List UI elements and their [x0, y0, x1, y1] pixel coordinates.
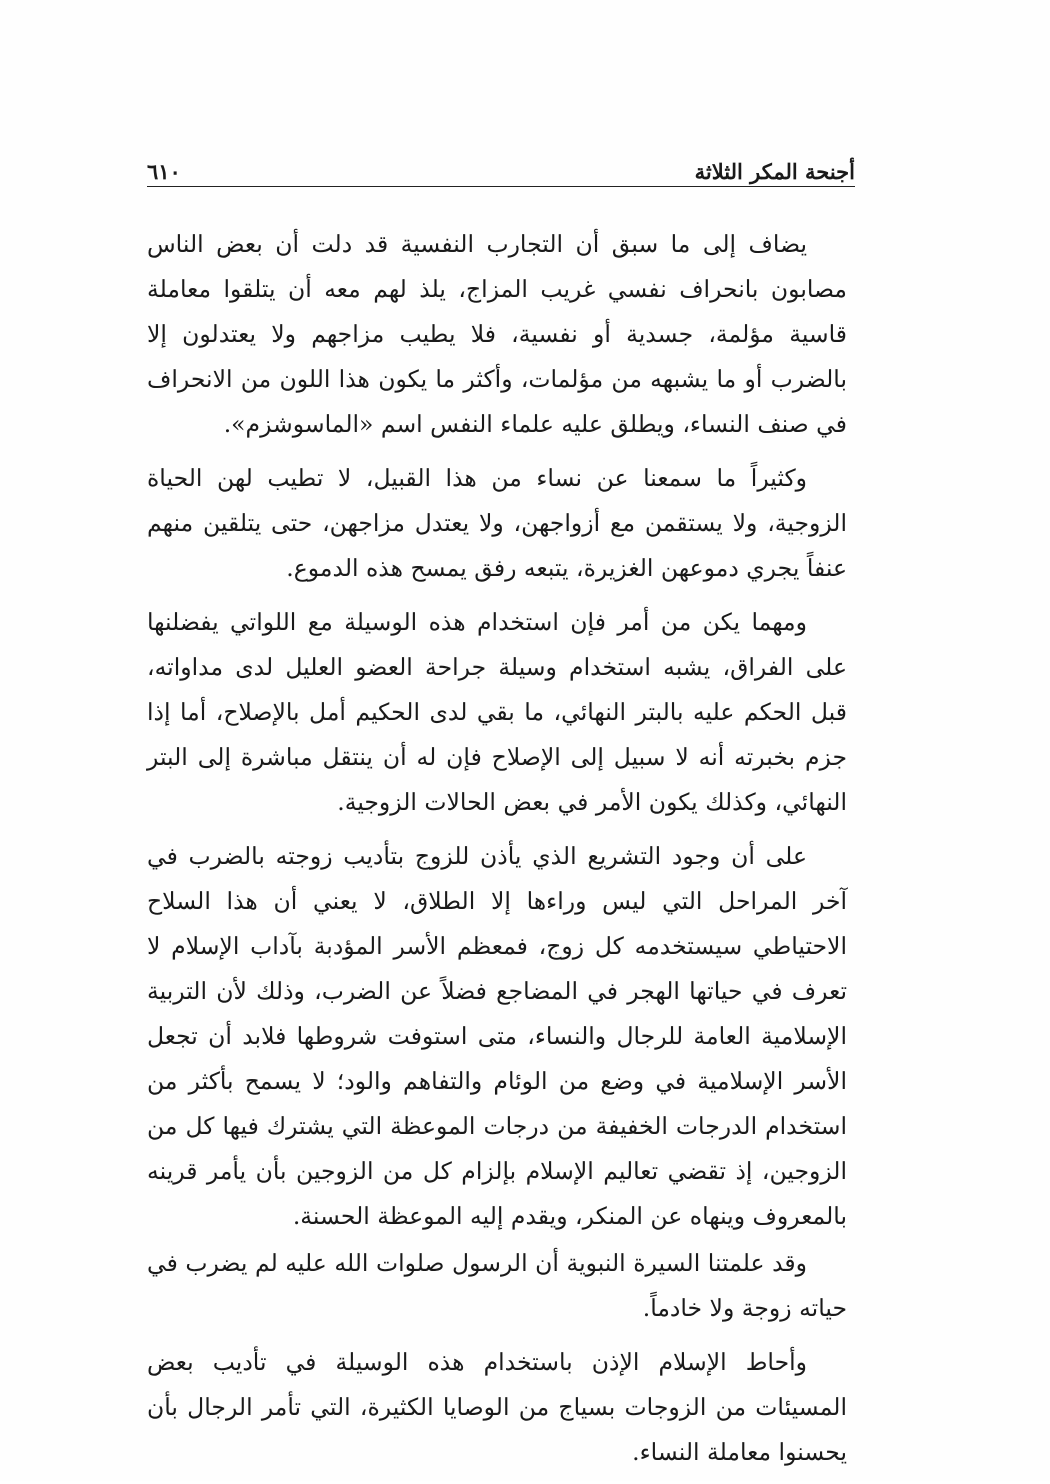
paragraph: يضاف إلى ما سبق أن التجارب النفسية قد دلت أن بعض الناس مصابون بانحراف نفسي غريب المزاج، يلذ لهم معه أن يتلقوا معاملة قاسية مؤلمة، جسدية أو نفسية، فلا يطيب مزاجهم ولا يعتدلون إلا بالضرب أو ما يشبهه من مؤلمات، وأكثر ما يكون هذا اللون من الانحراف في صنف النساء، ويطلق عليه علماء النفس اسم «الماسوشزم».: [147, 230, 847, 438]
paragraph: وكثيراً ما سمعنا عن نساء من هذا القبيل، لا تطيب لهن الحياة الزوجية، ولا يستقمن مع أزواجهن، ولا يعتدل مزاجهن، حتى يتلقين منهم عنفاً يجري دموعهن الغزيرة، يتبعه رفق يمسح هذه الدموع.: [147, 464, 847, 582]
page-number: ٦١٠: [147, 159, 181, 184]
body-text: [147, 222, 847, 1484]
running-header-title: أجنحة المكر الثلاثة: [694, 159, 855, 184]
running-header: [147, 150, 855, 182]
paragraph: وقد علمتنا السيرة النبوية أن الرسول صلوات الله عليه لم يضرب في حياته زوجة ولا خادماً.: [147, 1249, 847, 1322]
header-divider: [147, 186, 855, 187]
paragraph: على أن وجود التشريع الذي يأذن للزوج بتأديب زوجته بالضرب في آخر المراحل التي ليس وراءها إلا الطلاق، لا يعني أن هذا السلاح الاحتياطي سيستخدمه كل زوج، فمعظم الأسر المؤدبة بآداب الإسلام لا تعرف في حياتها الهجر في المضاجع فضلاً عن الضرب، وذلك لأن التربية الإسلامية العامة للرجال والنساء، متى استوفت شروطها فلابد أن تجعل الأسر الإسلامية في وضع من الوئام والتفاهم والود؛ لا يسمح بأكثر من استخدام الدرجات الخفيفة من درجات الموعظة التي يشترك فيها كل من الزوجين، إذ تقضي تعاليم الإسلام بإلزام كل من الزوجين بأن يأمر قرينه بالمعروف وينهاه عن المنكر، ويقدم إليه الموعظة الحسنة.: [147, 842, 847, 1230]
paragraph: ومهما يكن من أمر فإن استخدام هذه الوسيلة مع اللواتي يفضلنها على الفراق، يشبه استخدام وسيلة جراحة العضو العليل لدى مداواته، قبل الحكم عليه بالبتر النهائي، ما بقي لدى الحكيم أمل بالإصلاح، أما إذا جزم بخبرته أنه لا سبيل إلى الإصلاح فإن له أن ينتقل مباشرة إلى البتر النهائي، وكذلك يكون الأمر في بعض الحالات الزوجية.: [147, 608, 847, 816]
paragraph: وأحاط الإسلام الإذن باستخدام هذه الوسيلة في تأديب بعض المسيئات من الزوجات بسياج من الوصايا الكثيرة، التي تأمر الرجال بأن يحسنوا معاملة النساء.: [147, 1348, 847, 1466]
